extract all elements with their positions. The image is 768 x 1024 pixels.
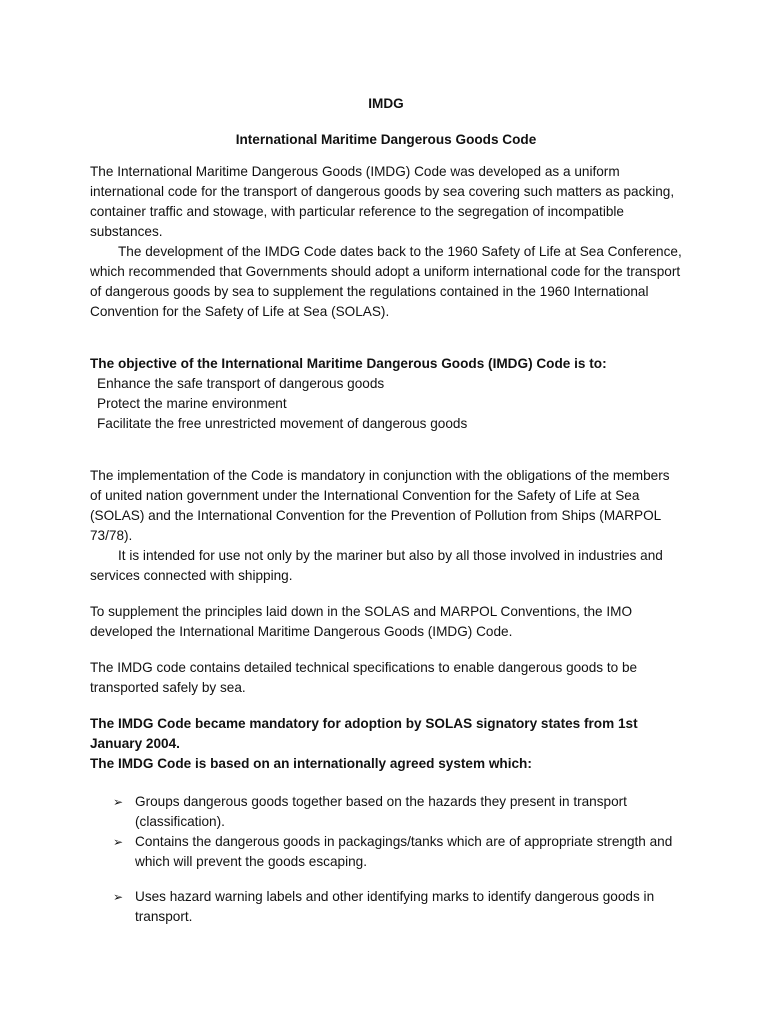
system-statement: The IMDG Code is based on an internationally agreed system which: [90, 756, 532, 771]
mandatory-statement: The IMDG Code became mandatory for adoption by SOLAS signatory states from 1st January 2004. [90, 716, 638, 751]
document-subtitle: International Maritime Dangerous Goods Code [235, 132, 537, 147]
system-point-text: Uses hazard warning labels and other identifying marks to identify dangerous goods in transport. [135, 889, 655, 924]
objective-item: Facilitate the free unrestricted movement of dangerous goods [97, 416, 468, 431]
objective-item: Enhance the safe transport of dangerous goods [97, 376, 385, 391]
objective-list [90, 374, 682, 434]
arrow-bullet-icon: ➢ [113, 890, 124, 904]
system-point-item [90, 832, 682, 872]
supplement-paragraph: To supplement the principles laid down in the SOLAS and MARPOL Conventions, the IMO developed the International Maritime Dangerous Goods (IMDG) Code. [90, 604, 633, 639]
system-points-list [90, 792, 682, 927]
system-point-item [90, 887, 682, 927]
document-title: IMDG [368, 96, 404, 111]
system-point-item [90, 792, 682, 832]
intro-paragraph-1: The International Maritime Dangerous Goods (IMDG) Code was developed as a uniform international code for the transport of dangerous goods by sea covering such matters as packing, container traffic and stowage, with particular reference to the segregation of incompatible substances. [90, 164, 675, 239]
objective-item: Protect the marine environment [97, 396, 287, 411]
implementation-paragraph-1: The implementation of the Code is mandatory in conjunction with the obligations of the members of united nation government under the International Convention for the Safety of Life at Sea (SOLAS) and the International Convention for the Prevention of Pollution from Ships (MARPOL 73/78). [90, 468, 670, 543]
objective-heading: The objective of the International Maritime Dangerous Goods (IMDG) Code is to: [90, 356, 607, 371]
intro-paragraph-2: The development of the IMDG Code dates back to the 1960 Safety of Life at Sea Conference, which recommended that Governments should adopt a uniform international code for the transport of dangerous goods by sea to supplement the regulations contained in the 1960 International Convention for the Safety of Life at Sea (SOLAS). [90, 244, 682, 319]
document-content [90, 94, 682, 927]
technical-paragraph: The IMDG code contains detailed technical specifications to enable dangerous goods to be transported safely by sea. [90, 660, 638, 695]
arrow-bullet-icon: ➢ [113, 835, 124, 849]
system-point-text: Contains the dangerous goods in packagings/tanks which are of appropriate strength and which will prevent the goods escaping. [135, 834, 673, 869]
system-point-text: Groups dangerous goods together based on the hazards they present in transport (classification). [135, 794, 627, 829]
arrow-bullet-icon: ➢ [113, 795, 124, 809]
implementation-paragraph-2: It is intended for use not only by the mariner but also by all those involved in industries and services connected with shipping. [90, 548, 663, 583]
